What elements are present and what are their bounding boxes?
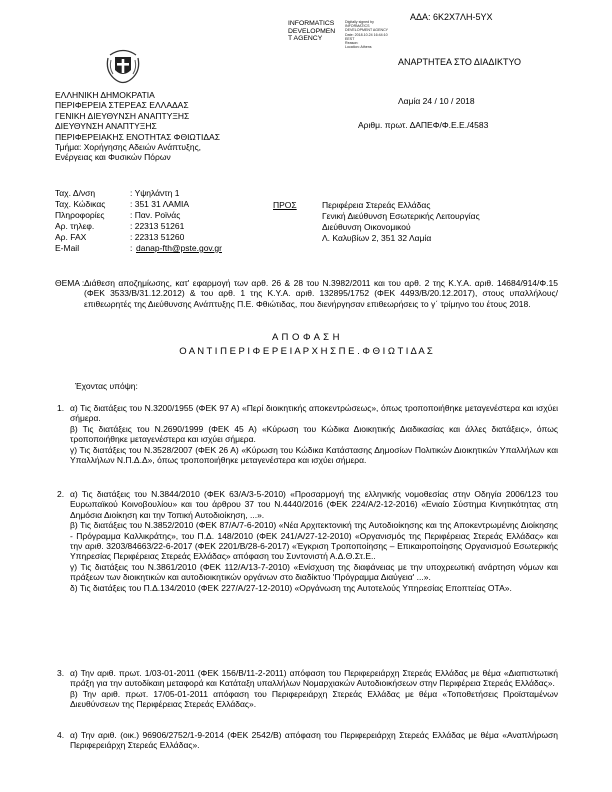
contact-label: Ταχ. Κώδικας — [55, 199, 106, 209]
contact-value: : 22313 51260 — [130, 232, 185, 242]
contact-label: Αρ. τηλεφ. — [55, 221, 95, 231]
item-paragraph: α) Τις διατάξεις του Ν.3844/2010 (ΦΕΚ 63/Α/3-5-2010) «Προσαρμογή της ελληνικής νομοθεσίας στην Οδηγία 2006/123 του Ευρωπαϊκού Κοινοβουλίου» και του άρθρου 37 του Ν.4440/2016 (ΦΕΚ 224/Α/2-12-2016) «Ενιαίο Σύστημα Κινητικότητας στη Δημόσια Διοίκηση και την Τοπική Αυτοδιοίκηση, ...». — [70, 489, 558, 520]
protocol-number: Αριθμ. πρωτ. ΔΑΠΕΦ/Φ.Ε.Ε./4583 — [358, 120, 489, 130]
item-paragraph: α) Τις διατάξεις του Ν.3200/1955 (ΦΕΚ 97 Α) «Περί διοικητικής αποκεντρώσεως», όπως τροποποιήθηκε μεταγενέστερα και ισχύει σήμερα. — [70, 403, 558, 424]
contact-label: Αρ. FAX — [55, 232, 87, 242]
recipient-address: Περιφέρεια Στερεάς Ελλάδας Γενική Διεύθυνση Εσωτερικής Λειτουργίας Διεύθυνση Οικονομικού Λ. Καλυβίων 2, 351 32 Λαμία — [322, 200, 480, 243]
department-line: Τμήμα: Χορήγησης Αδειών Ανάπτυξης, — [55, 142, 202, 153]
item-paragraph: α) Την αριθ. (οικ.) 96906/2752/1-9-2014 (ΦΕΚ 2542/Β) απόφαση του Περιφερειάρχη Στερεάς Ελλάδας με θέμα «Αναπλήρωση Περιφερειάρχη Στερεάς Ελλάδας». — [70, 730, 558, 751]
contact-value: : Παν. Ροϊνάς — [130, 210, 181, 220]
decision-title: Α Π Ο Φ Α Σ Η — [272, 332, 340, 343]
item-paragraph: β) Την αριθ. πρωτ. 17/05-01-2011 απόφαση του Περιφερειάρχη Στερεάς Ελλάδας με θέμα «Τοποθετήσεις Προϊσταμένων Διευθύνσεων της Περιφέρειας Στερεάς Ελλάδας». — [70, 688, 558, 710]
department-line: Ενέργειας και Φυσικών Πόρων — [55, 152, 171, 163]
contact-value: : 22313 51261 — [130, 221, 185, 231]
ada-number: ΑΔΑ: 6Κ2Χ7ΛΗ-5ΥΧ — [410, 12, 493, 22]
item-number: 2. — [57, 489, 65, 499]
signature-stamp-title: INFORMATICS DEVELOPMEN T AGENCY — [288, 20, 336, 43]
item-paragraph: β) Τις διατάξεις του Ν.2690/1999 (ΦΕΚ 45 Α) «Κύρωση του Κώδικα Διοικητικής Διαδικασίας και άλλες διατάξεις», όπως τροποποιήθηκε μεταγενέστερα και ισχύει σήμερα. — [70, 423, 558, 445]
considerations-item-3 — [70, 668, 558, 710]
item-number: 3. — [57, 668, 65, 678]
recipient-label: ΠΡΟΣ — [273, 200, 297, 210]
contact-block — [55, 188, 265, 254]
contact-value: : Υψηλάντη 1 — [130, 188, 180, 198]
contact-label: Ταχ. Δ/νση — [55, 188, 96, 198]
signature-stamp-details: Digitally signed by INFORMATICS DEVELOPMENT AGENCY Date: 2018.10.24 16:44:10 EEST Reason: Location: Athens — [345, 20, 389, 50]
considerations-heading: Έχοντας υπόψη: — [75, 381, 138, 391]
greek-coat-of-arms-icon — [104, 46, 142, 86]
item-number: 4. — [57, 730, 65, 740]
considerations-item-1 — [70, 403, 558, 465]
decision-subtitle: Ο Α Ν Τ Ι Π Ε Ρ Ι Φ Ε Ρ Ε Ι Α Ρ Χ Η Σ Π Ε . Φ Θ Ι Ω Τ Ι Δ Α Σ — [179, 346, 433, 357]
considerations-item-2 — [70, 489, 558, 593]
subject-text: Διάθεση αποζημίωσης, κατ' εφαρμογή των αρθ. 26 & 28 του Ν.3982/2011 και του αρθ. 2 της Κ.Υ.Α. αριθ. 14684/914/Φ.15 (ΦΕΚ 3533/Β/31.12.2012) & του αρθ. 1 της Κ.Υ.Α. αριθ. 132895/1752 (ΦΕΚ 4493/Β/20.12.2017), στους υπαλλήλους/ επιθεωρητές της Διεύθυνσης Ανάπτυξης Π.Ε. Φθιώτιδας, που διενήργησαν επιθεωρήσεις το γ΄ τρίμηνο του έτους 2018. — [84, 278, 558, 309]
item-paragraph: β) Τις διατάξεις του Ν.3852/2010 (ΦΕΚ 87/Α/7-6-2010) «Νέα Αρχιτεκτονική της Αυτοδιοίκησης και της Αποκεντρωμένης Διοίκησης - Πρόγραμμα Καλλικράτης», του Π.Δ. 148/2010 (ΦΕΚ 241/Α/27-12-2010) «Οργανισμός της Περιφέρειας Στερεάς Ελλάδας» και την αριθ. 3203/84663/22-6-2017 (ΦΕΚ 2201/Β/28-6-2017) «Έγκριση Τροποποίησης – Επικαιροποίησης Οργανισμού Εσωτερικής Υπηρεσίας Περιφέρειας Στερεάς Ελλάδας» απόφαση του Συντονιστή Α.Δ.Θ.Στ.Ε.. — [70, 520, 558, 562]
item-paragraph: γ) Τις διατάξεις του Ν.3861/2010 (ΦΕΚ 112/Α/13-7-2010) «Ενίσχυση της διαφάνειας με την υποχρεωτική ανάρτηση νόμων και πράξεων των διοικητικών και αυτοδιοικητικών οργάνων στο διαδίκτυο 'Πρόγραμμα Διαύγεια' ...». — [70, 561, 558, 583]
document-date: Λαμία 24 / 10 / 2018 — [398, 96, 475, 106]
subject-label: ΘΕΜΑ : — [55, 278, 85, 288]
contact-label: E-Mail — [55, 243, 80, 253]
item-paragraph: α) Την αριθ. πρωτ. 1/03-01-2011 (ΦΕΚ 156/Β/11-2-2011) απόφαση του Περιφερειάρχη Στερεάς Ελλάδας με θέμα «Διαπιστωτική πράξη για την αυτοδίκαιη μεταφορά και Κατάταξη υπαλλήλων Νομαρχιακών Αυτοδιοικήσεων στην Περιφέρεια Στερεάς Ελλάδας». — [70, 668, 558, 689]
considerations-item-4 — [70, 730, 558, 751]
email-link[interactable]: danap-fth@pste.gov.gr — [136, 243, 222, 253]
item-paragraph: δ) Τις διατάξεις του Π.Δ.134/2010 (ΦΕΚ 227/Α/27-12-2010) «Οργάνωση της Αυτοτελούς Υπηρεσίας Εποπτείας ΟΤΑ». — [70, 582, 512, 593]
publish-notice: ΑΝΑΡΤΗΤΕΑ ΣΤΟ ΔΙΑΔΙΚΤΥΟ — [398, 57, 521, 67]
item-paragraph: γ) Τις διατάξεις του Ν.3528/2007 (ΦΕΚ 26 Α) «Κύρωση του Κώδικα Κατάστασης Δημοσίων Πολιτικών Διοικητικών Υπαλλήλων και Υπαλλήλων Ν.Π.Δ.Δ», όπως τροποποιήθηκε μεταγενέστερα και ισχύει σήμερα. — [70, 444, 558, 466]
contact-label: Πληροφορίες — [55, 210, 105, 220]
organization-header: ΕΛΛΗΝΙΚΗ ΔΗΜΟΚΡΑΤΙΑ ΠΕΡΙΦΕΡΕΙΑ ΣΤΕΡΕΑΣ ΕΛΛΑΔΑΣ ΓΕΝΙΚΗ ΔΙΕΥΘΥΝΣΗ ΑΝΑΠΤΥΞΗΣ ΔΙΕΥΘΥΝΣΗ ΑΝΑΠΤΥΞΗΣ ΠΕΡΙΦΕΡΕΙΑΚΗΣ ΕΝΟΤΗΤΑΣ ΦΘΙΩΤΙΔΑΣ Τμήμα: Χορήγησης Αδειών Ανάπτυξης, Ενέργειας και Φυσικών Πόρων — [55, 90, 220, 163]
contact-value: : 351 31 ΛΑΜΙΑ — [130, 199, 190, 209]
item-number: 1. — [57, 403, 65, 413]
email-colon: : — [130, 243, 133, 253]
